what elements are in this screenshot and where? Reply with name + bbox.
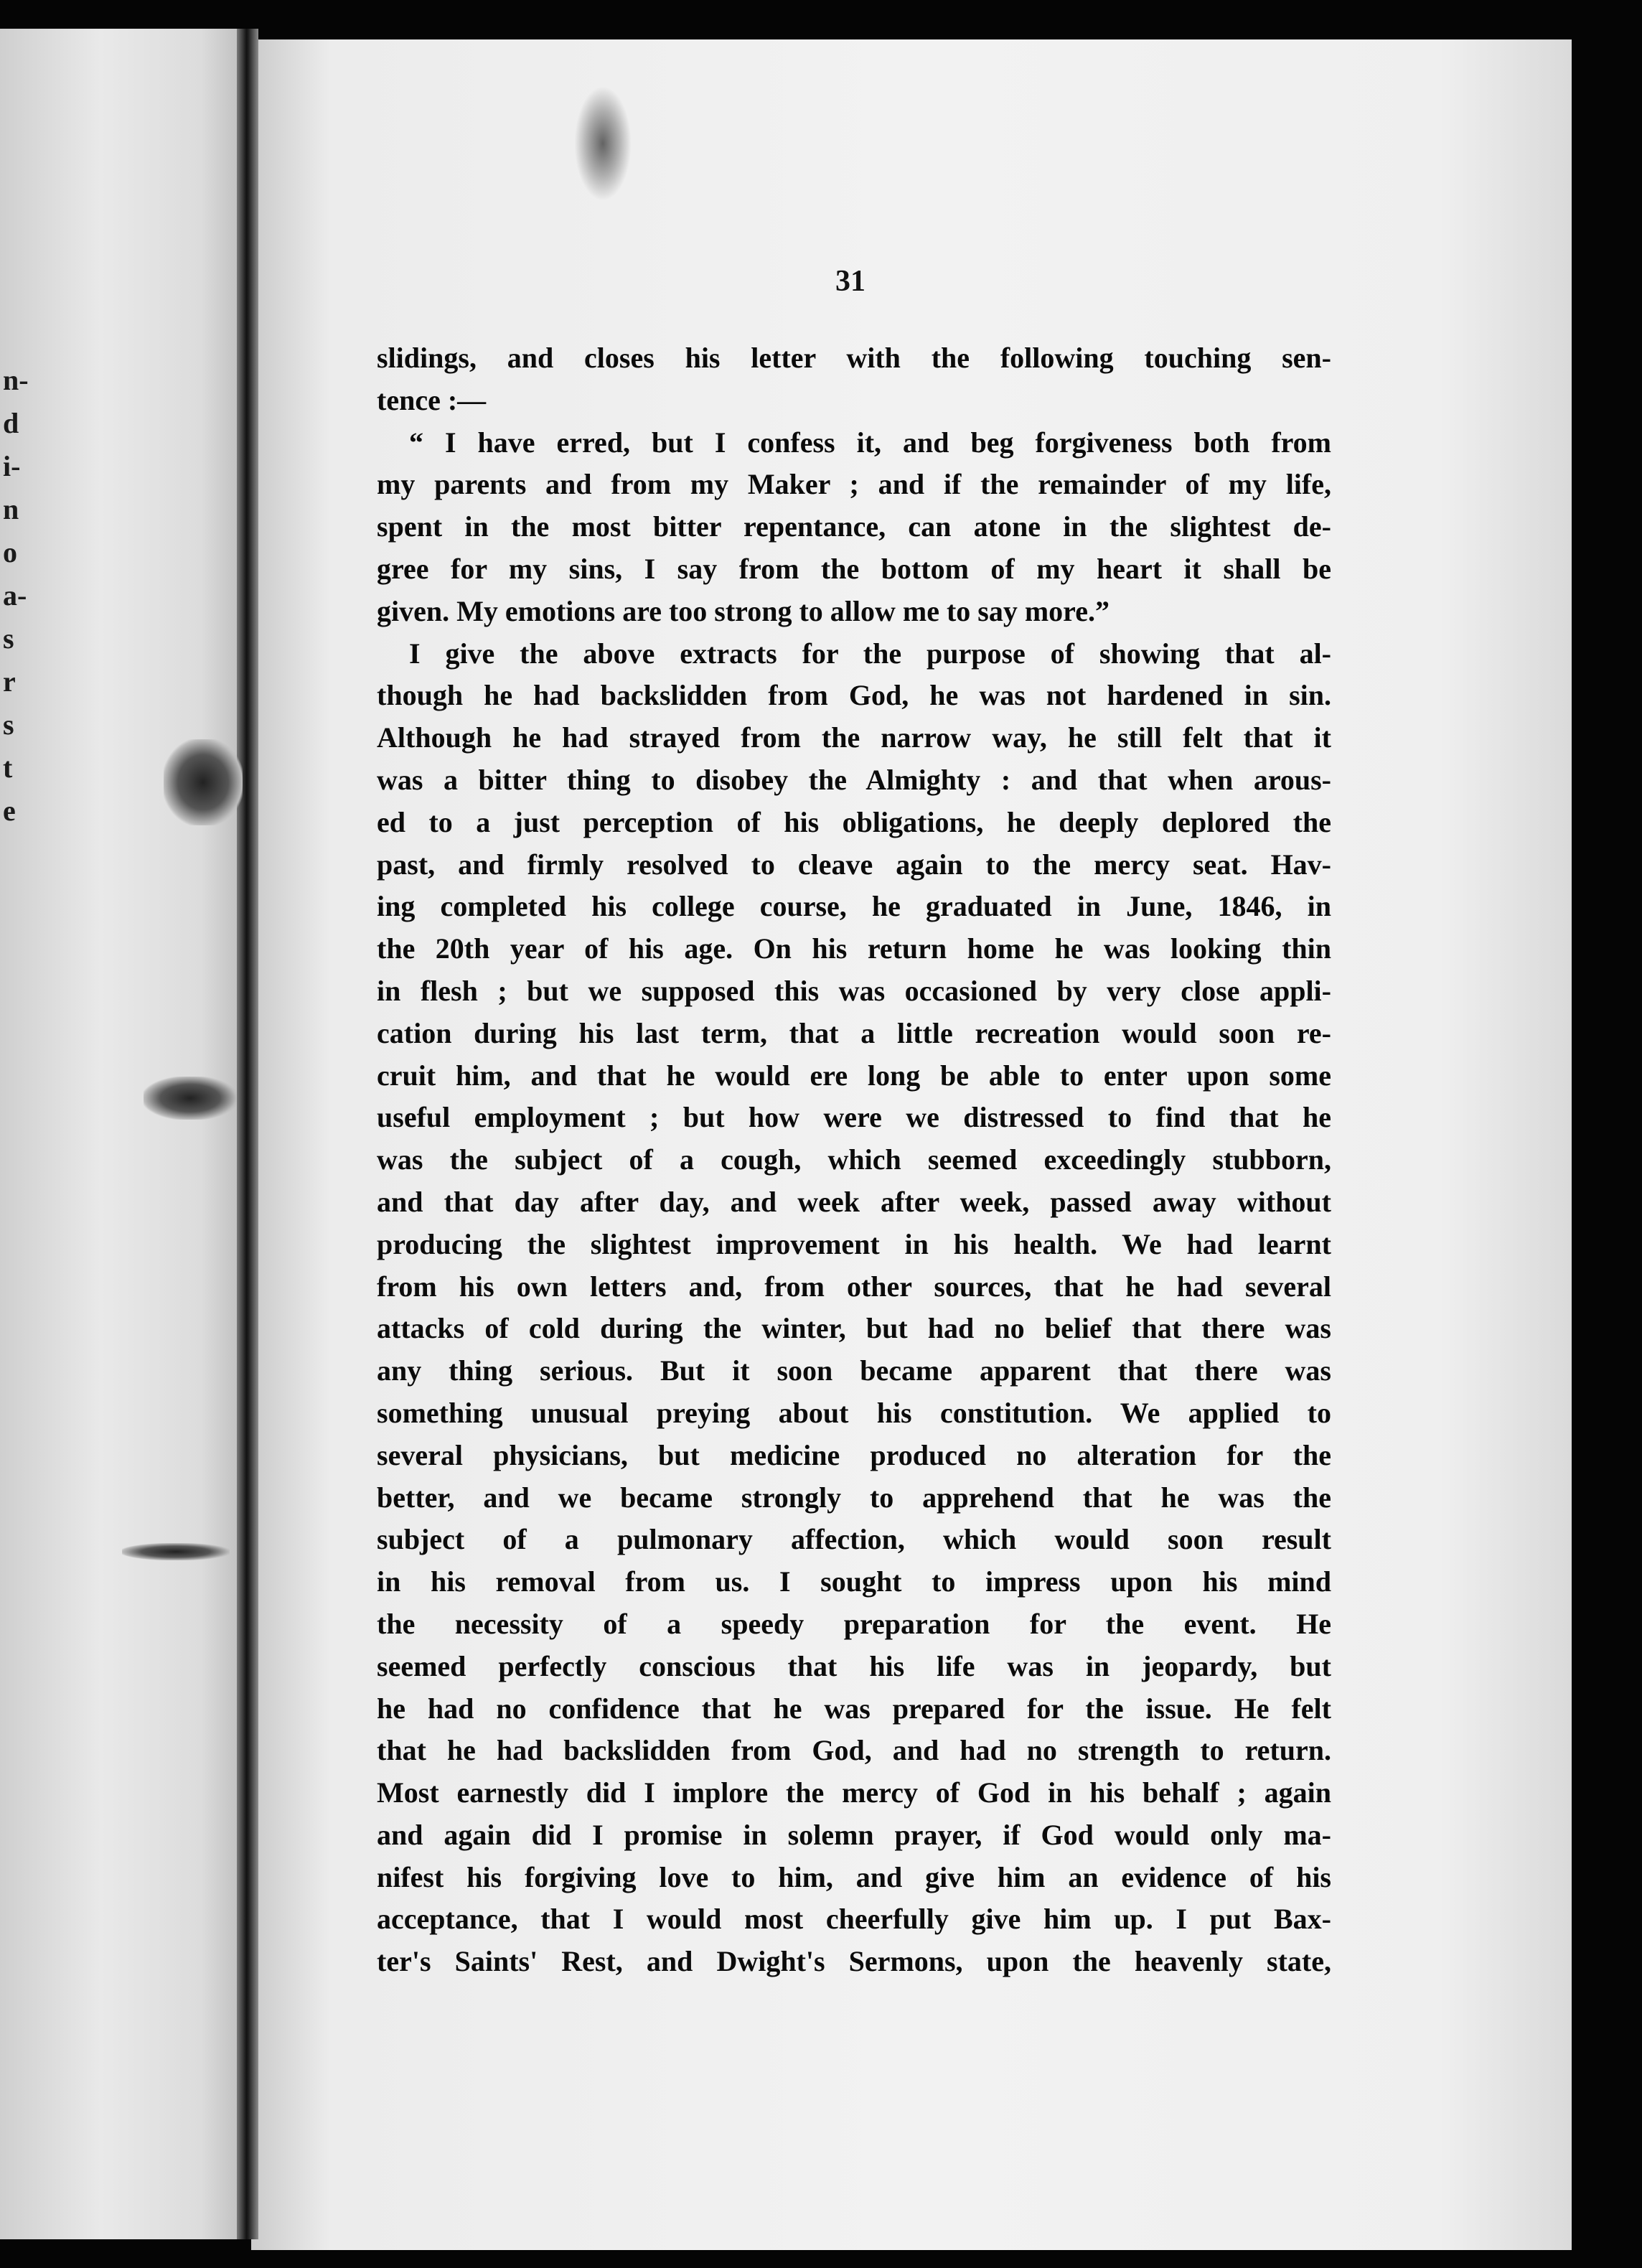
edge-letter: n- [3, 364, 29, 396]
edge-letter: s [3, 708, 14, 741]
text-line: cation during his last term, that a little recreation would soon re- [377, 1016, 1331, 1049]
text-line: in flesh ; but we supposed this was occasioned by very close appli- [377, 974, 1331, 1007]
text-line: Although he had strayed from the narrow way, he still felt that it [377, 721, 1331, 754]
edge-letter: a- [3, 579, 27, 611]
text-line: my parents and from my Maker ; and if the remainder of my life, [377, 468, 1331, 501]
text-line: the 20th year of his age. On his return home he was looking thin [377, 932, 1331, 965]
text-line: spent in the most bitter repentance, can atone in the slightest de- [377, 510, 1331, 543]
text-line: ed to a just perception of his obligations, he deeply deplored the [377, 805, 1331, 838]
text-line: acceptance, that I would most cheerfully give him up. I put Bax- [377, 1903, 1331, 1936]
text-line: cruit him, and that he would ere long be able to enter upon some [377, 1059, 1331, 1092]
text-line: ter's Saints' Rest, and Dwight's Sermons, upon the heavenly state, [377, 1945, 1331, 1978]
edge-letter: s [3, 622, 14, 655]
text-line: and that day after day, and week after week, passed away without [377, 1185, 1331, 1218]
text-line: gree for my sins, I say from the bottom of my heart it shall be [377, 552, 1331, 585]
binding-stitch [122, 1543, 230, 1560]
text-line: Most earnestly did I implore the mercy of God in his behalf ; again [377, 1776, 1331, 1809]
text-line: subject of a pulmonary affection, which would soon result [377, 1523, 1331, 1556]
text-line: and again did I promise in solemn prayer, if God would only ma- [377, 1818, 1331, 1851]
text-line: the necessity of a speedy preparation for the event. He [377, 1607, 1331, 1640]
text-line: given. My emotions are too strong to allow me to say more.” [377, 594, 1109, 627]
text-line: several physicians, but medicine produced no alteration for the [377, 1438, 1331, 1471]
text-line: attacks of cold during the winter, but had no belief that there was [377, 1312, 1331, 1345]
edge-letter: o [3, 536, 17, 568]
edge-letter: e [3, 795, 16, 827]
text-line: from his own letters and, from other sources, that he had several [377, 1270, 1331, 1303]
text-line: ing completed his college course, he graduated in June, 1846, in [377, 890, 1331, 923]
text-line: producing the slightest improvement in his health. We had learnt [377, 1227, 1331, 1260]
edge-letter: n [3, 493, 19, 525]
edge-letter: t [3, 751, 13, 784]
text-line: slidings, and closes his letter with the following touching sen- [377, 342, 1331, 374]
binding-stitch [164, 739, 243, 825]
text-line: better, and we became strongly to apprehend that he was the [377, 1481, 1331, 1514]
text-line: though he had backslidden from God, he was not hardened in sin. [377, 679, 1331, 712]
left-page-edge-text [3, 359, 32, 833]
text-line: useful employment ; but how were we distressed to find that he [377, 1101, 1331, 1134]
ink-smudge-mark [574, 86, 632, 201]
page-body-text [377, 337, 1331, 1983]
text-line: was the subject of a cough, which seemed exceedingly stubborn, [377, 1143, 1331, 1176]
text-line: any thing serious. But it soon became apparent that there was [377, 1354, 1331, 1387]
edge-letter: d [3, 407, 19, 439]
left-page-fragment [0, 29, 251, 2239]
text-line: something unusual preying about his constitution. We applied to [377, 1396, 1331, 1429]
text-line: that he had backslidden from God, and had no strength to return. [377, 1734, 1331, 1767]
text-line: nifest his forgiving love to him, and give him an evidence of his [377, 1860, 1331, 1893]
edge-letter: r [3, 665, 16, 698]
text-line: in his removal from us. I sought to impress upon his mind [377, 1565, 1331, 1598]
binding-stitch [144, 1077, 237, 1120]
text-line: tence :— [377, 383, 487, 416]
page-number: 31 [835, 265, 865, 298]
text-line: I give the above extracts for the purpose of showing that al- [409, 637, 1331, 670]
text-line: past, and firmly resolved to cleave again to the mercy seat. Hav- [377, 848, 1331, 881]
text-line: seemed perfectly conscious that his life was in jeopardy, but [377, 1649, 1331, 1682]
text-line: “ I have erred, but I confess it, and beg forgiveness both from [409, 426, 1331, 459]
text-line: he had no confidence that he was prepared for the issue. He felt [377, 1692, 1331, 1725]
text-line: was a bitter thing to disobey the Almighty : and that when arous- [377, 763, 1331, 796]
book-gutter [237, 29, 258, 2239]
edge-letter: i- [3, 450, 21, 482]
